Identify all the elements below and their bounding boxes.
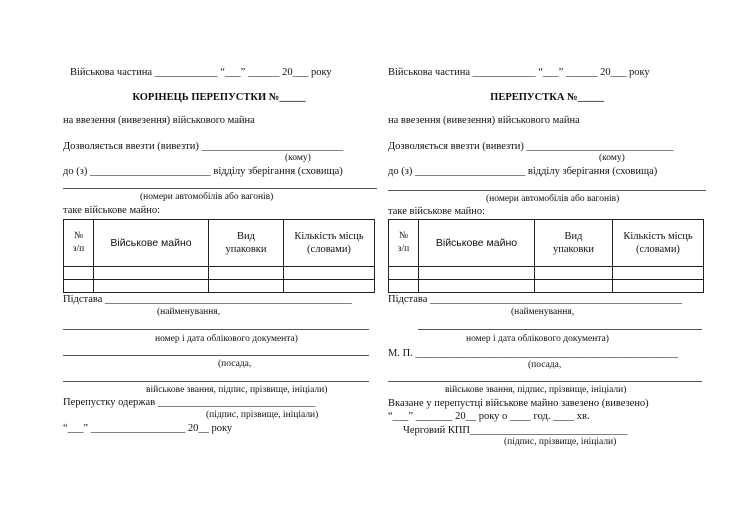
mp-line: М. П. __________________________________________________: [388, 348, 678, 359]
col-number: № з/п: [389, 220, 419, 267]
vehicles-hint: (номери автомобілів або вагонів): [486, 194, 620, 204]
unit-line: Військова частина ____________ “___” ______ 20___ року: [70, 67, 332, 78]
property-line: таке військове майно:: [388, 206, 486, 217]
stated-line: Вказане у перепустці військове майно завезено (вивезено): [388, 398, 649, 409]
whom-hint: (кому): [285, 153, 311, 163]
col-packaging: Вид упаковки: [535, 220, 613, 267]
doc-hint: номер і дата облікового документа): [155, 334, 298, 344]
position-line: [63, 355, 369, 356]
col-packaging: Вид упаковки: [209, 220, 284, 267]
col-quantity: Кількість місць (словами): [613, 220, 704, 267]
pass-title: ПЕРЕПУСТКА №_____: [490, 92, 604, 103]
position-hint: (посада,: [528, 360, 562, 370]
col-property: Військове майно: [419, 220, 535, 267]
unit-line: Військова частина ____________ “___” ______ 20___ року: [388, 67, 650, 78]
vehicles-line: [63, 188, 377, 189]
property-table: [388, 219, 704, 293]
basis-line: Підстава ________________________________________________: [388, 294, 682, 305]
rank-hint: військове звання, підпис, прізвище, ініціали): [445, 385, 627, 395]
purpose-line: на ввезення (вивезення) військового майна: [63, 115, 255, 126]
rank-line: [388, 381, 702, 382]
date-line: “___” __________________ 20__ року: [63, 423, 233, 434]
vehicles-hint: (номери автомобілів або вагонів): [140, 192, 274, 202]
basis-line: Підстава _______________________________________________: [63, 294, 352, 305]
col-number: № з/п: [64, 220, 94, 267]
name-hint: (найменування,: [157, 307, 221, 317]
rank-line: [63, 381, 369, 382]
duty-line: Черговий КПП______________________________: [403, 425, 628, 436]
table-row: [64, 267, 375, 280]
property-line: таке військове майно:: [63, 205, 161, 216]
purpose-line: на ввезення (вивезення) військового майна: [388, 115, 580, 126]
sign-hint: (підпис, прізвище, ініціали): [206, 410, 319, 420]
name-hint: (найменування,: [511, 307, 575, 317]
stub-title: КОРІНЕЦЬ ПЕРЕПУСТКИ №_____: [132, 92, 306, 103]
warehouse-line: до (з) _______________________ відділу зберігання (сховища): [63, 166, 343, 177]
sign-hint: (підпис, прізвище, ініціали): [504, 437, 617, 447]
position-hint: (посада,: [218, 359, 252, 369]
pass: [386, 0, 708, 530]
pass-stub: [60, 0, 378, 530]
col-quantity: Кількість місць (словами): [284, 220, 375, 267]
datetime-line: “___” _______ 20__ року о ____ год. ____ хв.: [388, 411, 590, 422]
allowed-line: Дозволяється ввезти (вивезти) ___________________________: [63, 141, 344, 152]
allowed-line: Дозволяється ввезти (вивезти) ____________________________: [388, 141, 674, 152]
doc-hint: номер і дата облікового документа): [466, 334, 609, 344]
table-row: [389, 280, 704, 293]
property-table: [63, 219, 375, 293]
doc-line: [418, 329, 702, 330]
doc-line: [63, 329, 369, 330]
whom-hint: (кому): [599, 153, 625, 163]
received-line: Перепустку одержав ______________________________: [63, 397, 316, 408]
col-property: Військове майно: [94, 220, 209, 267]
vehicles-line: [388, 190, 706, 191]
warehouse-line: до (з) _____________________ відділу зберігання (сховища): [388, 166, 658, 177]
table-header-row: [64, 220, 375, 267]
rank-hint: військове звання, підпис, прізвище, ініціали): [146, 385, 328, 395]
table-row: [64, 280, 375, 293]
table-header-row: [389, 220, 704, 267]
table-row: [389, 267, 704, 280]
